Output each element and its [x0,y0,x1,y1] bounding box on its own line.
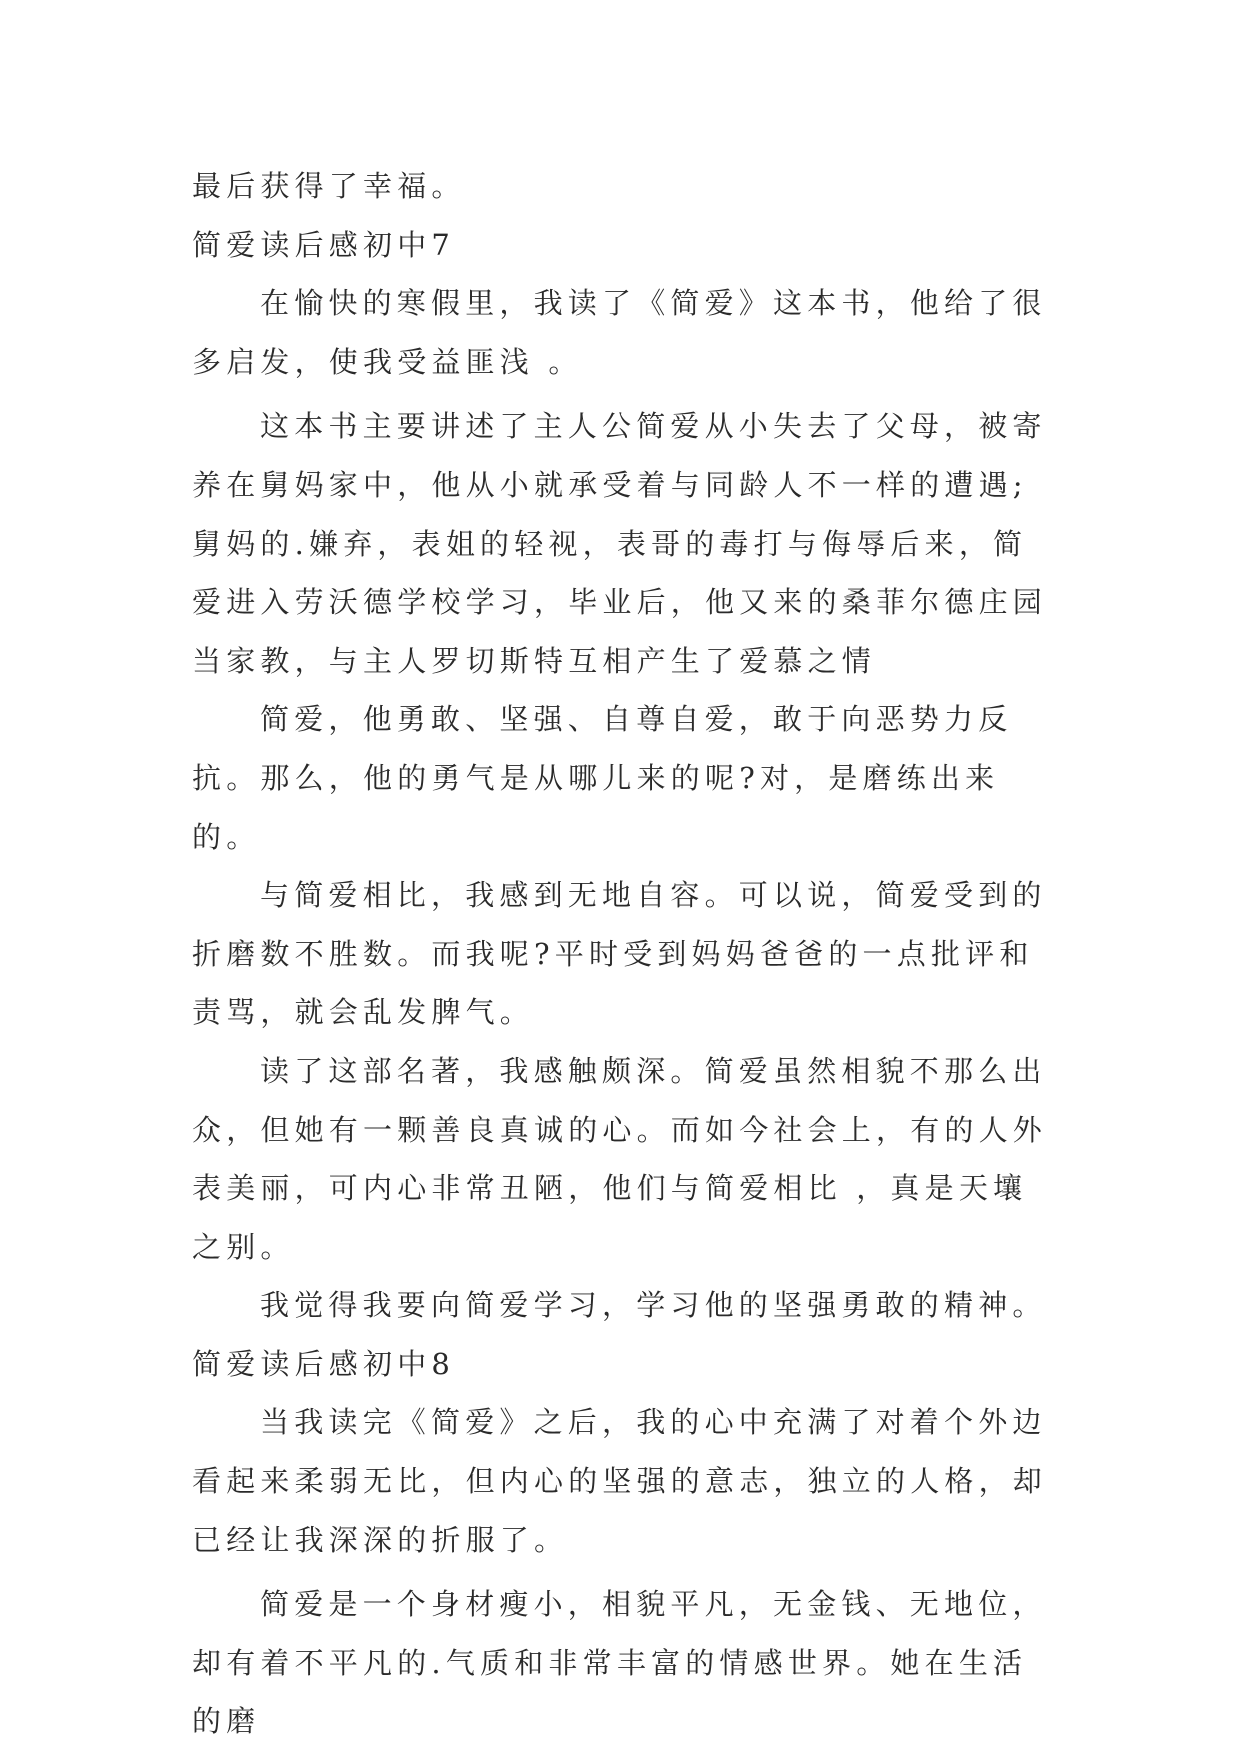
paragraph: 与简爱相比，我感到无地自容。可以说，简爱受到的折磨数不胜数。而我呢?平时受到妈妈爸爸的一点批评和责骂，就会乱发脾气。 [192,878,1047,1030]
continuation-text: 最后获得了幸福。 [192,169,466,203]
paragraph: 我觉得我要向简爱学习，学习他的坚强勇敢的精神。 [260,1288,1047,1323]
section-heading-7: 简爱读后感初中7 [192,227,456,262]
paragraph: 读了这部名著，我感触颇深。简爱虽然相貌不那么出众，但她有一颗善良真诚的心。而如今社会上，有的人外表美丽，可内心非常丑陋，他们与简爱相比 ，真是天壤之别。 [192,1053,1048,1264]
paragraph: 简爱，他勇敢、坚强、自尊自爱，敢于向恶势力反抗。那么，他的勇气是从哪儿来的呢?对，是磨练出来的。 [192,702,1013,854]
document-body [192,157,1052,1751]
section-heading-8: 简爱读后感初中8 [192,1346,456,1381]
paragraph: 在愉快的寒假里，我读了《简爱》这本书，他给了很多启发，使我受益匪浅 。 [192,286,1047,379]
paragraph: 这本书主要讲述了主人公简爱从小失去了父母，被寄养在舅妈家中，他从小就承受着与同龄人不一样的遭遇;舅妈的.嫌弃，表姐的轻视，表哥的毒打与侮辱后来，简爱进入劳沃德学校学习，毕业后，他又来的桑菲尔德庄园当家教，与主人罗切斯特互相产生了爱慕之情 [192,409,1048,678]
paragraph: 当我读完《简爱》之后，我的心中充满了对着个外边看起来柔弱无比，但内心的坚强的意志，独立的人格，却已经让我深深的折服了。 [192,1405,1048,1557]
paragraph: 简爱是一个身材瘦小，相貌平凡，无金钱、无地位，却有着不平凡的.气质和非常丰富的情感世界。她在生活的磨 [192,1587,1047,1739]
